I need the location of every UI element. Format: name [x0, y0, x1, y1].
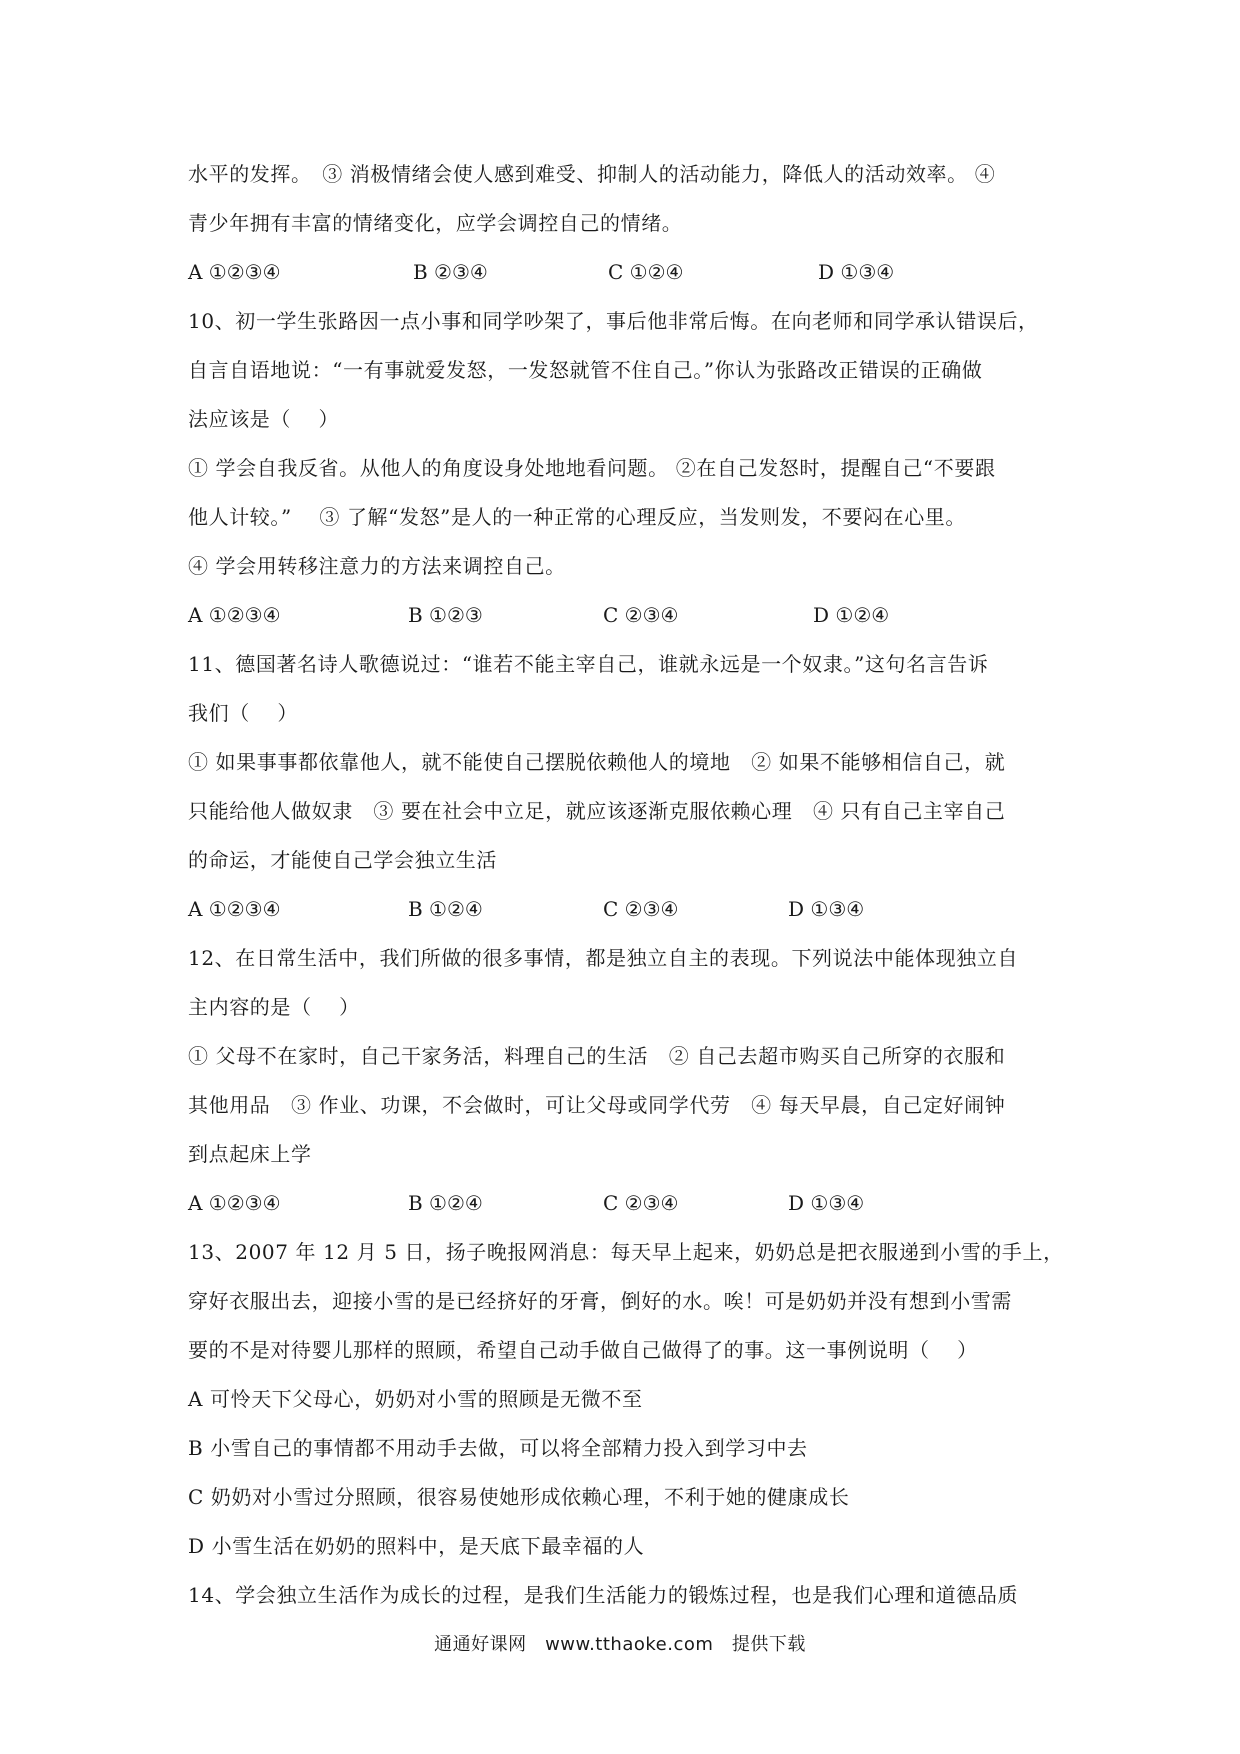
q11-options [188, 885, 1058, 934]
option-d: D ①③④ [818, 260, 895, 284]
option-a: A 可怜天下父母心，奶奶对小雪的照顾是无微不至 [188, 1387, 643, 1411]
option-c: C ②③④ [603, 603, 679, 627]
option-b: B ①②④ [408, 1191, 483, 1215]
option-a: A ①②③④ [188, 897, 281, 921]
question-13 [188, 1228, 1064, 1571]
q9-options [188, 248, 1058, 297]
option-d: D ①②④ [813, 603, 890, 627]
question-10 [188, 297, 1058, 640]
question-12 [188, 934, 1058, 1228]
option-c: C ②③④ [603, 897, 679, 921]
question-14 [188, 1571, 1058, 1620]
question-text: 主内容的是（ ） [188, 995, 360, 1019]
option-c: C ①②④ [608, 260, 684, 284]
option-b: B ①②③ [408, 603, 483, 627]
question-text: 13、2007 年 12 月 5 日，扬子晚报网消息：每天早上起来，奶奶总是把衣服递到小雪的手上， [188, 1240, 1064, 1264]
page-footer: 通通好课网 www.tthaoke.com 提供下载 [434, 1634, 806, 1655]
document-body [188, 150, 1064, 1620]
question-text: 到点起床上学 [188, 1142, 312, 1166]
question-text: 12、在日常生活中，我们所做的很多事情，都是独立自主的表现。下列说法中能体现独立自 [188, 946, 1019, 970]
question-text: 法应该是（ ） [188, 407, 340, 431]
option-d: D ①③④ [788, 1191, 865, 1215]
question-text: 穿好衣服出去，迎接小雪的是已经挤好的牙膏，倒好的水。唉！可是奶奶并没有想到小雪需 [188, 1289, 1012, 1313]
option-a: A ①②③④ [188, 260, 281, 284]
q10-options [188, 591, 1058, 640]
option-b: B ②③④ [413, 260, 488, 284]
question-text: 他人计较。” ③ 了解“发怒”是人的一种正常的心理反应，当发则发，不要闷在心里。 [188, 505, 966, 529]
option-a: A ①②③④ [188, 603, 281, 627]
question-text: ④ 学会用转移注意力的方法来调控自己。 [188, 554, 566, 578]
option-b: B ①②④ [408, 897, 483, 921]
question-text: 我们（ ） [188, 701, 298, 725]
question-text: 自言自语地说：“一有事就爱发怒，一发怒就管不住自己。”你认为张路改正错误的正确做 [188, 358, 983, 382]
option-b: B 小雪自己的事情都不用动手去做，可以将全部精力投入到学习中去 [188, 1436, 808, 1460]
question-text: ① 学会自我反省。从他人的角度设身处地地看问题。 ②在自己发怒时，提醒自己“不要跟 [188, 456, 996, 480]
question-text: ① 父母不在家时，自己干家务活，料理自己的生活 ② 自己去超市购买自己所穿的衣服和 [188, 1044, 1006, 1068]
option-a: A ①②③④ [188, 1191, 281, 1215]
question-text: 的命运，才能使自己学会独立生活 [188, 848, 497, 872]
text-line: 水平的发挥。 ③ 消极情绪会使人感到难受、抑制人的活动能力，降低人的活动效率。 ④ [188, 162, 996, 186]
question-text: 其他用品 ③ 作业、功课，不会做时，可让父母或同学代劳 ④ 每天早晨，自己定好闹钟 [188, 1093, 1006, 1117]
question-text: 11、德国著名诗人歌德说过：“谁若不能主宰自己，谁就永远是一个奴隶。”这句名言告诉 [188, 652, 989, 676]
q12-options [188, 1179, 1058, 1228]
question-text: 10、初一学生张路因一点小事和同学吵架了，事后他非常后悔。在向老师和同学承认错误后， [188, 309, 1039, 333]
question-text: ① 如果事事都依靠他人，就不能使自己摆脱依赖他人的境地 ② 如果不能够相信自己，就 [188, 750, 1006, 774]
text-line: 青少年拥有丰富的情绪变化，应学会调控自己的情绪。 [188, 211, 683, 235]
question-text: 只能给他人做奴隶 ③ 要在社会中立足，就应该逐渐克服依赖心理 ④ 只有自己主宰自己 [188, 799, 1006, 823]
option-c: C 奶奶对小雪过分照顾，很容易使她形成依赖心理，不利于她的健康成长 [188, 1485, 850, 1509]
option-d: D ①③④ [788, 897, 865, 921]
question-text: 要的不是对待婴儿那样的照顾，希望自己动手做自己做得了的事。这一事例说明（ ） [188, 1338, 978, 1362]
question-text: 14、学会独立生活作为成长的过程，是我们生活能力的锻炼过程，也是我们心理和道德品质 [188, 1583, 1019, 1607]
option-c: C ②③④ [603, 1191, 679, 1215]
question-11 [188, 640, 1058, 934]
option-d: D 小雪生活在奶奶的照料中，是天底下最幸福的人 [188, 1534, 645, 1558]
